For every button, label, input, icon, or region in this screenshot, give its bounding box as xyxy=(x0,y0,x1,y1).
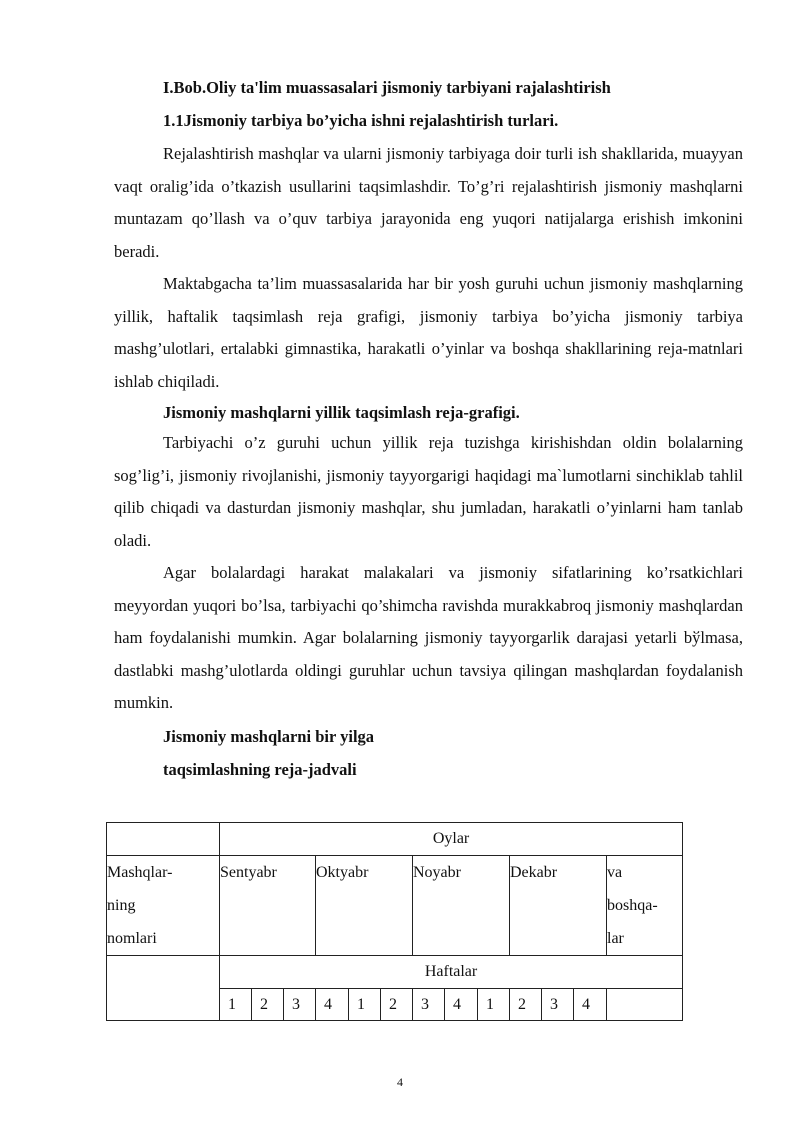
section-heading: 1.1Jismoniy tarbiya bo’yicha ishni rejalashtirish turlari. xyxy=(163,111,559,130)
week-cell: 3 xyxy=(542,989,574,1021)
month-november: Noyabr xyxy=(413,856,510,956)
page-number: 4 xyxy=(397,1075,403,1089)
paragraph-3: Tarbiyachi o’z guruhi uchun yillik reja tuzishga kirishishdan oldin bolalarning sog’lig’i, jismoniy rivojlanishi, jismoniy tayyorgarigi haqidagi ma`lumotlarni sinchiklab tahlil qilib chiqadi va dasturdan jismoniy mashqlar, shu jumladan, harakatli o’yinlarni ham tanlab oladi. xyxy=(114,433,743,550)
table-title-line-2: taqsimlashning reja-jadvali xyxy=(163,760,357,779)
week-cell: 2 xyxy=(252,989,284,1021)
week-cell-empty xyxy=(607,989,683,1021)
week-cell: 3 xyxy=(284,989,316,1021)
paragraph-1: Rejalashtirish mashqlar va ularni jismoniy tarbiyaga doir turli ish shakllarida, muayyan vaqt oralig’ida o’tkazish usullarini taqsimlashdir. To’g’ri rejalashtirish jismoniy mashqlarni muntazam qo’llash va o’quv tarbiya jarayonida eng yuqori natijalarga erishish imkonini beradi. xyxy=(114,144,743,261)
table-corner-cell xyxy=(107,823,220,856)
week-cell: 3 xyxy=(413,989,445,1021)
months-header: Oylar xyxy=(220,823,683,856)
week-cell: 1 xyxy=(220,989,252,1021)
month-october: Oktyabr xyxy=(316,856,413,956)
plan-heading: Jismoniy mashqlarni yillik taqsimlash reja-grafigi. xyxy=(163,403,520,422)
week-cell: 2 xyxy=(510,989,542,1021)
name-line: Mashqlar- xyxy=(107,864,173,881)
week-cell: 2 xyxy=(381,989,413,1021)
others-line: boshqa- xyxy=(607,897,658,914)
others-line: lar xyxy=(607,930,624,947)
week-cell: 4 xyxy=(316,989,349,1021)
others-line: va xyxy=(607,864,623,881)
name-line: ning xyxy=(107,897,136,914)
weeks-header: Haftalar xyxy=(220,956,683,989)
table-empty-cell xyxy=(107,956,220,1021)
other-months xyxy=(607,856,683,956)
chapter-heading: I.Bob.Oliy ta'lim muassasalari jismoniy tarbiyani rajalashtirish xyxy=(163,78,611,97)
plan-table xyxy=(106,822,683,1021)
table-title-line-1: Jismoniy mashqlarni bir yilga xyxy=(163,727,375,746)
paragraph-4: Agar bolalardagi harakat malakalari va jismoniy sifatlarining ko’rsatkichlari meyyordan yuqori bo’lsa, tarbiyachi qo’shimcha ravishda murakkabroq jismoniy mashqlardan ham foydalanishi mumkin. Agar bolalarning jismoniy tayyorgarlik darajasi yetarli bўlmasa, dastlabki mashg’ulotlarda oldingi guruhlar uchun tavsiya qilingan mashqlardan foydalanish mumkin. xyxy=(114,563,743,712)
week-cell: 1 xyxy=(349,989,381,1021)
week-cell: 4 xyxy=(445,989,478,1021)
week-cell: 1 xyxy=(478,989,510,1021)
paragraph-2: Maktabgacha ta’lim muassasalarida har bir yosh guruhi uchun jismoniy mashqlarning yillik, haftalik taqsimlash reja grafigi, jismoniy tarbiya bo’yicha jismoniy tarbiya mashg’ulotlari, ertalabki gimnastika, harakatli o’yinlar va boshqa shakllarining reja-matnlari ishlab chiqiladi. xyxy=(114,274,743,391)
name-line: nomlari xyxy=(107,930,157,947)
month-december: Dekabr xyxy=(510,856,607,956)
week-cell: 4 xyxy=(574,989,607,1021)
month-september: Sentyabr xyxy=(220,856,316,956)
exercise-names-header xyxy=(107,856,220,956)
